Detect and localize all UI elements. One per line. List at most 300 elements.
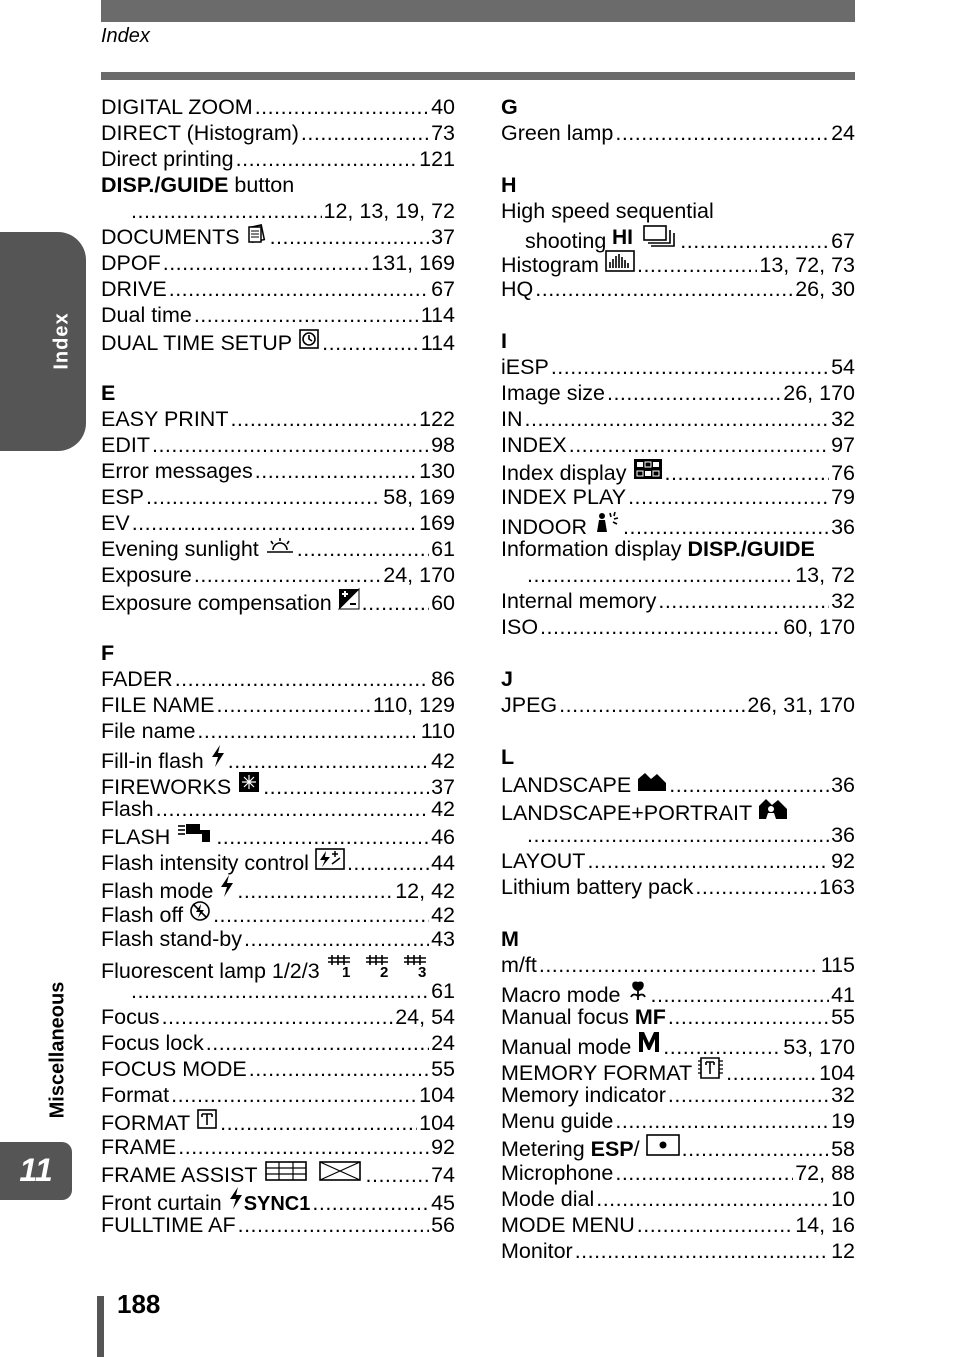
histogram-icon	[605, 250, 635, 278]
index-entry	[501, 692, 855, 718]
entry-term: Flash mode	[101, 879, 214, 903]
entry-term: Exposure	[101, 563, 192, 587]
index-entry	[101, 874, 455, 903]
page-reference[interactable]: 169	[419, 511, 455, 535]
page-reference[interactable]: 60, 170	[783, 615, 855, 639]
index-entry	[501, 978, 855, 1007]
index-entry	[101, 536, 455, 562]
dot-leader	[152, 432, 429, 458]
entry-term-bold: DISP./GUIDE	[687, 537, 815, 561]
entry-term: DIGITAL ZOOM	[101, 95, 253, 119]
page-reference[interactable]: 114	[420, 331, 455, 355]
flash-slide-icon	[176, 822, 214, 850]
index-entry	[501, 588, 855, 614]
index-entry	[101, 952, 455, 983]
page-reference[interactable]: 32	[831, 589, 855, 613]
index-entry	[501, 614, 855, 640]
page-reference[interactable]: 55	[831, 1005, 855, 1029]
section-letter: G	[501, 95, 518, 119]
sync-label: SYNC1	[243, 1193, 311, 1215]
page-reference[interactable]: 12, 13, 19, 72	[323, 199, 455, 223]
dot-leader	[525, 406, 830, 432]
page-reference[interactable]: 122	[419, 407, 455, 431]
section-letter: I	[501, 329, 507, 353]
dot-leader	[194, 562, 381, 588]
entry-term: Memory indicator	[501, 1083, 666, 1107]
page-reference[interactable]: 53, 170	[783, 1035, 855, 1059]
entry-term: DOCUMENTS	[101, 225, 240, 249]
entry-term: EASY PRINT	[101, 407, 229, 431]
dot-leader	[255, 94, 429, 120]
entry-term: Flash	[101, 797, 154, 821]
entry-term: FRAME ASSIST	[101, 1163, 258, 1187]
page-reference[interactable]: 72, 88	[795, 1161, 855, 1185]
index-entry	[101, 770, 455, 799]
page-reference[interactable]: 67	[431, 277, 455, 301]
entry-term: Monitor	[501, 1239, 573, 1263]
entry-term: EV	[101, 511, 130, 535]
index-entry	[101, 484, 455, 510]
section-letter: E	[101, 381, 116, 405]
index-entry	[501, 484, 855, 510]
entry-term: Macro mode	[501, 983, 621, 1007]
dot-leader	[527, 562, 793, 588]
entry-term: Index display	[501, 461, 627, 485]
page-reference[interactable]: 40	[431, 95, 455, 119]
index-entry	[101, 1108, 455, 1134]
page-reference[interactable]: 104	[419, 1111, 455, 1135]
page-reference[interactable]: 42	[431, 797, 455, 821]
dot-leader	[628, 484, 829, 510]
index-entry	[501, 1030, 855, 1059]
page-reference[interactable]: 24, 54	[395, 1005, 455, 1029]
page-reference[interactable]: 44	[431, 851, 455, 875]
entry-term: LANDSCAPE+PORTRAIT	[501, 801, 753, 825]
page-reference[interactable]: 61	[431, 979, 455, 1003]
entry-term: File name	[101, 719, 196, 743]
dot-leader	[156, 796, 430, 822]
dot-leader	[249, 1056, 429, 1082]
page-reference[interactable]: 76	[831, 461, 855, 485]
page-reference[interactable]: 74	[431, 1163, 455, 1187]
index-section-heading	[501, 172, 855, 198]
dot-leader	[230, 406, 417, 432]
page-reference[interactable]: 104	[819, 1061, 855, 1085]
entry-term: FILE NAME	[101, 693, 215, 717]
page-reference[interactable]: 55	[431, 1057, 455, 1081]
page-reference[interactable]: 110	[420, 719, 455, 743]
page-reference[interactable]: 24	[431, 1031, 455, 1055]
entry-term: EDIT	[101, 433, 150, 457]
dot-leader	[587, 848, 829, 874]
entry-term: ESP	[101, 485, 145, 509]
page-reference[interactable]: 19	[831, 1109, 855, 1133]
index-entry	[501, 1082, 855, 1108]
index-entry	[101, 458, 455, 484]
section-gap	[501, 640, 855, 666]
manual-mode-icon	[637, 1030, 661, 1060]
page-reference[interactable]: 114	[420, 303, 455, 327]
entry-term: FOCUS MODE	[101, 1057, 247, 1081]
index-entry	[101, 328, 455, 354]
entry-term: FADER	[101, 667, 173, 691]
index-entry	[501, 1108, 855, 1134]
index-entry	[101, 1082, 455, 1108]
entry-term: Fluorescent lamp 1/2/3	[101, 959, 320, 983]
page-reference[interactable]: 61	[431, 537, 455, 561]
dot-leader	[559, 692, 745, 718]
page-reference[interactable]: 67	[831, 229, 855, 253]
entry-term: Lithium battery pack	[501, 875, 694, 899]
documents-icon	[246, 224, 268, 250]
index-column-left	[101, 94, 455, 1238]
page-reference[interactable]: 13, 72, 73	[759, 253, 855, 277]
dot-leader	[255, 458, 417, 484]
dot-leader	[171, 1082, 417, 1108]
entry-term: HQ	[501, 277, 534, 301]
dot-leader	[322, 330, 419, 356]
svg-text:1: 1	[341, 964, 351, 978]
dot-leader	[669, 772, 829, 798]
entry-term: Error messages	[101, 459, 253, 483]
dot-leader	[551, 354, 829, 380]
index-entry	[101, 666, 455, 692]
page-reference[interactable]: 12, 42	[395, 879, 455, 903]
dot-leader	[615, 120, 829, 146]
index-entry	[101, 562, 455, 588]
entry-term: IN	[501, 407, 523, 431]
entry-term: LAYOUT	[501, 849, 586, 873]
page-reference[interactable]: 45	[431, 1191, 455, 1215]
page-reference[interactable]: 41	[831, 983, 855, 1007]
entry-term: DUAL TIME SETUP	[101, 331, 293, 355]
entry-term: FLASH	[101, 825, 171, 849]
dot-leader	[213, 902, 429, 928]
dot-leader	[527, 822, 829, 848]
page-reference[interactable]: 13, 72	[795, 563, 855, 587]
page-reference[interactable]: 42	[431, 749, 455, 773]
dot-leader	[162, 1004, 394, 1030]
page-reference[interactable]: 37	[431, 775, 455, 799]
page-reference[interactable]: 32	[831, 407, 855, 431]
section-gap	[101, 614, 455, 640]
page-reference[interactable]: 37	[431, 225, 455, 249]
flash-intensity-icon	[315, 848, 345, 876]
entry-term: MODE MENU	[501, 1213, 635, 1237]
page-reference[interactable]: 97	[831, 433, 855, 457]
index-entry	[501, 354, 855, 380]
index-entry	[101, 588, 455, 614]
entry-term: Microphone	[501, 1161, 614, 1185]
index-entry	[101, 94, 455, 120]
index-entry	[101, 1004, 455, 1030]
page-reference[interactable]: 54	[831, 355, 855, 379]
index-entry	[101, 1056, 455, 1082]
entry-term-bold: MF	[634, 1005, 666, 1029]
index-entry	[101, 1030, 455, 1056]
entry-term-bold: DISP./GUIDE	[101, 173, 229, 197]
dot-leader	[237, 878, 393, 904]
index-entry	[101, 510, 455, 536]
page-reference[interactable]: 26, 31, 170	[747, 693, 855, 717]
index-entry	[101, 744, 455, 773]
dot-leader	[146, 484, 381, 510]
page-reference[interactable]: 110, 129	[372, 693, 455, 717]
entry-term: Internal memory	[501, 589, 657, 613]
index-section-heading	[501, 744, 855, 770]
section-letter: M	[501, 927, 519, 951]
entry-term: DRIVE	[101, 277, 167, 301]
entry-term: INDEX PLAY	[501, 485, 627, 509]
entry-term: Histogram	[501, 253, 599, 277]
side-tab-index-label: Index	[50, 312, 73, 370]
dot-leader	[175, 666, 429, 692]
page-reference[interactable]: 43	[431, 927, 455, 951]
page-reference[interactable]: 98	[431, 433, 455, 457]
index-entry	[101, 302, 455, 328]
page-reference[interactable]: 79	[831, 485, 855, 509]
index-entry	[501, 770, 855, 796]
section-letter: L	[501, 745, 515, 769]
flash-icon	[210, 744, 226, 774]
side-tab-misc-label: Miscellaneous	[46, 981, 69, 1119]
page-reference[interactable]: 26, 170	[783, 381, 855, 405]
index-entry	[501, 380, 855, 406]
entry-term: FRAME	[101, 1135, 177, 1159]
index-entry	[501, 796, 855, 825]
dot-leader	[540, 614, 781, 640]
page-reference[interactable]: 115	[820, 953, 855, 977]
landscape-icon	[637, 770, 667, 798]
index-entry	[101, 1212, 455, 1238]
index-entry	[501, 458, 855, 484]
entry-term: FORMAT	[101, 1111, 191, 1135]
dot-leader	[539, 952, 819, 978]
entry-term: Focus lock	[101, 1031, 204, 1055]
entry-term: JPEG	[501, 693, 558, 717]
index-entry	[501, 1212, 855, 1238]
index-entry	[101, 926, 455, 952]
flash-icon	[219, 874, 235, 904]
page-reference[interactable]: 42	[431, 903, 455, 927]
dot-leader	[236, 146, 417, 172]
dot-leader	[131, 978, 429, 1004]
entry-term: Menu guide	[501, 1109, 614, 1133]
section-gap	[501, 146, 855, 172]
flash-off-icon	[189, 900, 211, 928]
entry-term: Metering	[501, 1137, 591, 1161]
section-gap	[501, 302, 855, 328]
index-entry	[501, 432, 855, 458]
index-display-icon	[633, 458, 663, 486]
section-letter: H	[501, 173, 517, 197]
chapter-number: 11	[19, 1152, 53, 1188]
entry-term: Flash off	[101, 903, 184, 927]
page-reference[interactable]: 60	[431, 591, 455, 615]
entry-term: Green lamp	[501, 121, 614, 145]
page-reference[interactable]: 46	[431, 825, 455, 849]
entry-term: FIREWORKS	[101, 775, 232, 799]
index-entry	[101, 276, 455, 302]
index-entry	[101, 406, 455, 432]
entry-term: ISO	[501, 615, 539, 639]
page-reference[interactable]: 92	[431, 1135, 455, 1159]
entry-term: Evening sunlight	[101, 537, 259, 561]
index-entry	[101, 692, 455, 718]
entry-term: Focus	[101, 1005, 160, 1029]
entry-term: MEMORY FORMAT	[501, 1061, 693, 1085]
index-entry	[501, 1160, 855, 1186]
page-reference[interactable]: 58, 169	[383, 485, 455, 509]
page-reference[interactable]: 36	[831, 823, 855, 847]
dot-leader	[228, 748, 429, 774]
section-gap	[501, 718, 855, 744]
page-reference[interactable]: 36	[831, 515, 855, 539]
entry-term-rest: button	[228, 173, 295, 197]
entry-term: Dual time	[101, 303, 192, 327]
dot-leader	[535, 276, 793, 302]
dot-leader	[220, 1110, 417, 1136]
index-entry	[101, 432, 455, 458]
index-entry	[101, 978, 455, 1004]
page-reference[interactable]: 131, 169	[371, 251, 455, 275]
section-letter: F	[101, 641, 115, 665]
page-reference[interactable]: 12	[831, 1239, 855, 1263]
dot-leader	[362, 590, 429, 616]
index-section-heading	[501, 666, 855, 692]
page-reference[interactable]: 104	[419, 1083, 455, 1107]
index-entry	[101, 822, 455, 848]
index-entry	[101, 900, 455, 926]
dot-leader	[637, 1212, 793, 1238]
index-entry	[101, 718, 455, 744]
page-reference[interactable]: 14, 16	[795, 1213, 855, 1237]
index-entry	[501, 198, 855, 224]
dot-leader	[615, 1108, 829, 1134]
entry-term: Format	[101, 1083, 170, 1107]
dot-leader	[668, 1004, 829, 1030]
index-section-heading	[101, 380, 455, 406]
dot-leader	[238, 1212, 429, 1238]
index-entry	[501, 276, 855, 302]
dot-leader	[217, 692, 371, 718]
index-entry	[101, 172, 455, 198]
dot-leader	[575, 1238, 829, 1264]
entry-term-separator: /	[633, 1137, 640, 1161]
top-bar	[101, 0, 855, 22]
dot-leader	[663, 1034, 781, 1060]
index-entry	[501, 120, 855, 146]
page-reference[interactable]: 24, 170	[383, 563, 455, 587]
entry-term-bold: ESP	[590, 1137, 634, 1161]
index-entry	[101, 224, 455, 250]
page-number-bar	[97, 1296, 104, 1357]
index-entry	[101, 250, 455, 276]
dot-leader	[637, 252, 757, 278]
page-reference[interactable]: 73	[431, 121, 455, 145]
dot-leader	[682, 1136, 829, 1162]
page-reference[interactable]: 121	[419, 147, 455, 171]
page-header-title: Index	[101, 25, 150, 47]
index-section-heading	[501, 926, 855, 952]
entry-term: LANDSCAPE	[501, 773, 632, 797]
entry-term: FULLTIME AF	[101, 1213, 236, 1237]
index-entry	[101, 1134, 455, 1160]
index-entry	[501, 952, 855, 978]
dot-leader	[132, 510, 417, 536]
index-entry	[101, 198, 455, 224]
page-reference[interactable]: 92	[831, 849, 855, 873]
index-section-heading	[501, 94, 855, 120]
entry-term: Mode dial	[501, 1187, 595, 1211]
entry-term: Exposure compensation	[101, 591, 332, 615]
entry-term: Manual focus	[501, 1005, 635, 1029]
sunset-icon	[265, 536, 295, 562]
dot-leader	[607, 380, 781, 406]
entry-term: INDEX	[501, 433, 567, 457]
index-entry	[501, 1238, 855, 1264]
index-entry	[501, 510, 855, 539]
dot-leader	[623, 514, 829, 540]
index-entry	[501, 848, 855, 874]
index-entry	[501, 822, 855, 848]
clock-icon	[298, 328, 320, 356]
dot-leader	[244, 926, 429, 952]
index-entry	[501, 224, 855, 253]
index-section-heading	[101, 640, 455, 666]
page-reference[interactable]: 26, 30	[795, 277, 855, 301]
page-reference[interactable]: 32	[831, 1083, 855, 1107]
svg-text:HI: HI	[612, 226, 634, 248]
entry-term: iESP	[501, 355, 549, 379]
page-reference[interactable]: 130	[419, 459, 455, 483]
dot-leader	[665, 460, 830, 486]
index-entry	[101, 120, 455, 146]
frame-assist-icons	[264, 1160, 364, 1188]
dot-leader	[658, 588, 829, 614]
index-entry	[101, 146, 455, 172]
index-entry	[101, 1186, 455, 1215]
dot-leader	[297, 536, 429, 562]
page-reference[interactable]: 86	[431, 667, 455, 691]
page-reference[interactable]: 24	[831, 121, 855, 145]
entry-term: Flash stand-by	[101, 927, 243, 951]
dot-leader	[131, 198, 322, 224]
entry-term: m/ft	[501, 953, 537, 977]
page-reference[interactable]: 56	[431, 1213, 455, 1237]
index-section-heading	[501, 328, 855, 354]
page-reference[interactable]: 10	[831, 1187, 855, 1211]
page-reference[interactable]: 163	[819, 875, 855, 899]
entry-term: Fill-in flash	[101, 749, 204, 773]
index-entry	[501, 1134, 855, 1160]
index-entry	[501, 874, 855, 900]
header-rule	[101, 72, 855, 80]
page-reference[interactable]: 36	[831, 773, 855, 797]
entry-term: Image size	[501, 381, 605, 405]
entry-term: High speed sequential	[501, 199, 714, 223]
entry-term: Front curtain	[101, 1191, 222, 1215]
spot-metering-icon	[646, 1134, 680, 1162]
index-entry	[501, 406, 855, 432]
entry-term: Flash intensity control	[101, 851, 309, 875]
dot-leader	[216, 824, 429, 850]
page-reference[interactable]: 58	[831, 1137, 855, 1161]
index-entry	[101, 1160, 455, 1186]
dot-leader	[596, 1186, 829, 1212]
exposure-comp-icon	[338, 588, 360, 616]
dot-leader	[163, 250, 370, 276]
